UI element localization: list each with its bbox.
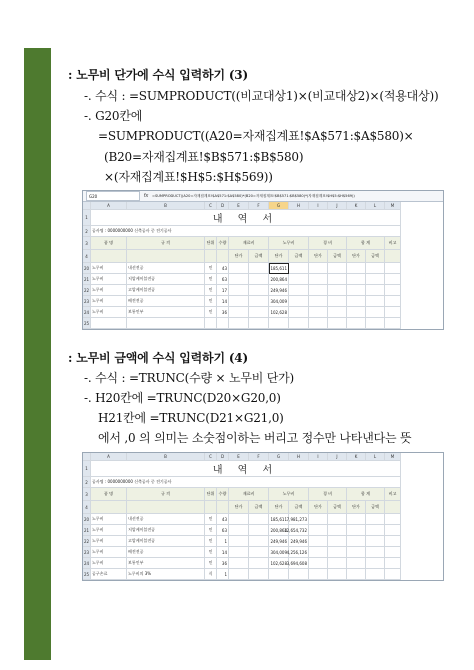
select-all-corner[interactable]	[83, 202, 91, 210]
labor-price-cell[interactable]: 249,946	[269, 536, 289, 547]
material-price-cell[interactable]	[229, 514, 249, 525]
material-amount-cell[interactable]	[249, 547, 269, 558]
labor-price-cell[interactable]: 304,009	[269, 296, 289, 307]
material-price-cell[interactable]	[229, 263, 249, 274]
spec-cell[interactable]: 내선전공	[127, 263, 205, 274]
row-header[interactable]: 21	[83, 525, 91, 536]
column-header-j[interactable]: J	[328, 453, 347, 461]
quantity-cell[interactable]: 1	[217, 569, 229, 580]
quantity-cell[interactable]: 17	[217, 285, 229, 296]
labor-amount-cell[interactable]: 4,256,126	[289, 547, 309, 558]
item-name-cell[interactable]: 노무비	[91, 525, 127, 536]
sheet-cell[interactable]	[309, 274, 328, 285]
row-header[interactable]: 3	[83, 488, 91, 501]
header-item-name: 품 명	[91, 488, 127, 501]
spec-cell[interactable]: 보통인부	[127, 558, 205, 569]
item-name-cell[interactable]	[91, 318, 127, 329]
header-total: 합 계	[347, 237, 385, 250]
header-amount: 금액	[249, 501, 269, 514]
header-expenses: 경 비	[309, 488, 347, 501]
row-header[interactable]: 24	[83, 558, 91, 569]
header-unit-price: 단가	[309, 250, 328, 263]
material-amount-cell[interactable]	[249, 296, 269, 307]
header-cell	[205, 501, 217, 514]
sheet-cell[interactable]	[347, 274, 366, 285]
quantity-cell[interactable]: 63	[217, 525, 229, 536]
material-amount-cell[interactable]	[249, 536, 269, 547]
labor-amount-cell[interactable]	[289, 296, 309, 307]
item-name-cell[interactable]: 노무비	[91, 285, 127, 296]
column-header-a[interactable]: A	[91, 453, 127, 461]
sheet-cell[interactable]	[309, 514, 328, 525]
column-header-i[interactable]: I	[309, 453, 328, 461]
header-material-cost: 재료비	[229, 488, 269, 501]
material-price-cell[interactable]	[229, 536, 249, 547]
row-header[interactable]: 20	[83, 514, 91, 525]
section2-h21-line: H21칸에 =TRUNC(D21×G21,0)	[98, 411, 284, 425]
project-name-cell[interactable]: 공사명 : 0000000000 신축공사 중 전기공사	[91, 226, 401, 237]
sheet-cell[interactable]	[328, 285, 347, 296]
section1-heading: : 노무비 단가에 수식 입력하기 (3)	[68, 68, 248, 82]
sheet-cell[interactable]	[385, 307, 401, 318]
header-unit-price: 단가	[347, 501, 366, 514]
header-cell	[127, 501, 205, 514]
sheet-cell[interactable]	[309, 536, 328, 547]
quantity-cell[interactable]: 14	[217, 296, 229, 307]
row-header[interactable]: 25	[83, 569, 91, 580]
material-amount-cell[interactable]	[249, 525, 269, 536]
header-cell	[217, 501, 229, 514]
spec-cell[interactable]: 노무비의 3%	[127, 569, 205, 580]
sheet-cell[interactable]	[347, 558, 366, 569]
sheet-cell[interactable]	[328, 514, 347, 525]
column-header-e[interactable]: E	[229, 453, 249, 461]
material-price-cell[interactable]	[229, 558, 249, 569]
sheet-cell[interactable]	[347, 307, 366, 318]
row-header[interactable]: 25	[83, 318, 91, 329]
unit-cell[interactable]: 인	[205, 263, 217, 274]
sheet-cell[interactable]	[309, 296, 328, 307]
material-amount-cell[interactable]	[249, 285, 269, 296]
header-quantity: 수량	[217, 237, 229, 250]
header-amount: 금액	[249, 250, 269, 263]
quantity-cell[interactable]: 36	[217, 558, 229, 569]
sheet-cell[interactable]	[366, 263, 385, 274]
header-cell	[91, 250, 127, 263]
spreadsheet-screenshot-2	[82, 452, 444, 581]
sheet-cell[interactable]	[309, 307, 328, 318]
project-name-cell[interactable]: 공사명 : 0000000000 신축공사 중 전기공사	[91, 477, 401, 488]
labor-amount-cell[interactable]	[289, 307, 309, 318]
spec-cell[interactable]: 배전전공	[127, 296, 205, 307]
material-amount-cell[interactable]	[249, 558, 269, 569]
sheet-cell[interactable]	[366, 525, 385, 536]
header-cell	[385, 250, 401, 263]
header-unit-price: 단가	[229, 501, 249, 514]
item-name-cell[interactable]: 노무비	[91, 514, 127, 525]
sheet-cell[interactable]	[347, 296, 366, 307]
material-price-cell[interactable]	[229, 285, 249, 296]
unit-cell[interactable]: 인	[205, 274, 217, 285]
sheet-cell[interactable]	[328, 558, 347, 569]
header-cell	[127, 250, 205, 263]
item-name-cell[interactable]: 노무비	[91, 263, 127, 274]
column-header-i[interactable]: I	[309, 202, 328, 210]
sheet-cell[interactable]	[309, 569, 328, 580]
sheet-cell[interactable]	[328, 296, 347, 307]
section2-heading: : 노무비 금액에 수식 입력하기 (4)	[68, 351, 248, 365]
row-header[interactable]: 24	[83, 307, 91, 318]
section1-formula-part3: ×(자재집계표!$H$5:$H$569))	[104, 170, 273, 184]
material-amount-cell[interactable]	[249, 307, 269, 318]
labor-amount-cell[interactable]	[289, 274, 309, 285]
material-amount-cell[interactable]	[249, 318, 269, 329]
select-all-corner[interactable]	[83, 453, 91, 461]
row-header[interactable]: 1	[83, 210, 91, 226]
sheet-cell[interactable]	[385, 569, 401, 580]
header-unit: 단위	[205, 237, 217, 250]
sheet-cell[interactable]	[366, 274, 385, 285]
labor-price-cell[interactable]: 185,611	[269, 263, 289, 274]
sheet-cell[interactable]	[328, 318, 347, 329]
section1-formula-line: -. 수식 : =SUMPRODUCT((비교대상1)×(비교대상2)×(적용대상))	[84, 89, 439, 103]
formula-bar	[83, 191, 443, 202]
column-header-l[interactable]: L	[366, 202, 385, 210]
spec-cell[interactable]: 배전전공	[127, 547, 205, 558]
quantity-cell[interactable]: 1	[217, 536, 229, 547]
material-price-cell[interactable]	[229, 547, 249, 558]
sheet-cell[interactable]	[385, 536, 401, 547]
section1-formula-part2: (B20=자재집계표!$B$571:$B$580)	[104, 150, 304, 164]
row-header[interactable]: 22	[83, 536, 91, 547]
spec-cell[interactable]: 내선전공	[127, 514, 205, 525]
formula-text[interactable]: =SUMPRODUCT((A20=자재집계표!$A$571:$A$580)*(B20=자재집계표!$B$571:$B$580)*(자재집계표!$H$5:$H$569))	[152, 193, 355, 198]
section2-explanation-line: 에서 ,0 의 의미는 소숫점이하는 버리고 정수만 나타낸다는 뜻	[98, 431, 412, 445]
column-header-c[interactable]: C	[205, 202, 217, 210]
row-header[interactable]: 4	[83, 501, 91, 514]
header-spec: 규 격	[127, 237, 205, 250]
sheet-cell[interactable]	[385, 547, 401, 558]
spec-cell[interactable]: 보통인부	[127, 307, 205, 318]
column-header-h[interactable]: H	[289, 453, 309, 461]
unit-cell[interactable]: 인	[205, 547, 217, 558]
section2-formula-line: -. 수식 : =TRUNC(수량 × 노무비 단가)	[84, 371, 295, 385]
item-name-cell[interactable]: 노무비	[91, 296, 127, 307]
sheet-cell[interactable]	[309, 263, 328, 274]
column-header-g[interactable]: G	[269, 453, 289, 461]
header-amount: 금액	[289, 501, 309, 514]
unit-cell[interactable]: 식	[205, 569, 217, 580]
column-header-d[interactable]: D	[217, 453, 229, 461]
sheet-cell[interactable]	[347, 525, 366, 536]
sheet-cell[interactable]	[309, 285, 328, 296]
sheet-cell[interactable]	[328, 569, 347, 580]
fx-icon: fx	[143, 193, 149, 199]
column-header-b[interactable]: B	[127, 453, 205, 461]
labor-amount-cell[interactable]	[289, 263, 309, 274]
header-spec: 규 격	[127, 488, 205, 501]
sheet-cell[interactable]	[309, 547, 328, 558]
labor-amount-cell[interactable]	[289, 318, 309, 329]
sheet-cell[interactable]	[309, 525, 328, 536]
row-header[interactable]: 20	[83, 263, 91, 274]
unit-cell[interactable]: 인	[205, 558, 217, 569]
header-note: 비고	[385, 237, 401, 250]
sheet-cell[interactable]	[366, 547, 385, 558]
header-unit-price: 단가	[269, 250, 289, 263]
sheet-cell[interactable]	[366, 285, 385, 296]
sheet-cell[interactable]	[347, 514, 366, 525]
row-header[interactable]: 22	[83, 285, 91, 296]
labor-price-cell[interactable]: 200,864	[269, 274, 289, 285]
labor-price-cell[interactable]: 185,611	[269, 514, 289, 525]
column-header-g[interactable]: G	[269, 202, 289, 210]
sheet-cell[interactable]	[366, 558, 385, 569]
sheet-cell[interactable]	[385, 285, 401, 296]
sheet-cell[interactable]	[366, 318, 385, 329]
item-name-cell[interactable]: 노무비	[91, 274, 127, 285]
spec-cell[interactable]: 저압케이블전공	[127, 274, 205, 285]
quantity-cell[interactable]	[217, 318, 229, 329]
section1-formula-part1: =SUMPRODUCT((A20=자재집계표!$A$571:$A$580)×	[98, 129, 414, 143]
spreadsheet-screenshot-1	[82, 190, 444, 330]
section1-cell-line: -. G20칸에	[84, 109, 143, 123]
sheet-grid	[83, 453, 443, 580]
header-cell	[385, 501, 401, 514]
sheet-cell[interactable]	[328, 263, 347, 274]
sheet-cell[interactable]	[347, 569, 366, 580]
header-amount: 금액	[328, 501, 347, 514]
column-header-f[interactable]: F	[249, 202, 269, 210]
unit-cell[interactable]: 인	[205, 536, 217, 547]
labor-amount-cell[interactable]: 249,946	[289, 536, 309, 547]
spec-cell[interactable]	[127, 318, 205, 329]
sheet-cell[interactable]	[366, 536, 385, 547]
item-name-cell[interactable]: 노무비	[91, 536, 127, 547]
spec-cell[interactable]: 저압케이블전공	[127, 525, 205, 536]
sheet-cell[interactable]	[328, 536, 347, 547]
header-quantity: 수량	[217, 488, 229, 501]
row-header[interactable]: 23	[83, 547, 91, 558]
row-header[interactable]: 4	[83, 250, 91, 263]
column-header-f[interactable]: F	[249, 453, 269, 461]
labor-amount-cell[interactable]: 7,981,273	[289, 514, 309, 525]
column-header-m[interactable]: M	[385, 453, 401, 461]
sheet-cell[interactable]	[328, 274, 347, 285]
header-amount: 금액	[366, 501, 385, 514]
column-header-m[interactable]: M	[385, 202, 401, 210]
sheet-cell[interactable]	[328, 307, 347, 318]
sheet-title: 내 역 서	[91, 461, 401, 477]
material-price-cell[interactable]	[229, 525, 249, 536]
column-header-d[interactable]: D	[217, 202, 229, 210]
column-header-h[interactable]: H	[289, 202, 309, 210]
labor-amount-cell[interactable]: 12,654,732	[289, 525, 309, 536]
column-header-e[interactable]: E	[229, 202, 249, 210]
sheet-grid	[83, 202, 443, 329]
sheet-cell[interactable]	[347, 547, 366, 558]
sheet-title: 내 역 서	[91, 210, 401, 226]
header-amount: 금액	[366, 250, 385, 263]
material-amount-cell[interactable]	[249, 569, 269, 580]
material-price-cell[interactable]	[229, 274, 249, 285]
row-header[interactable]: 1	[83, 461, 91, 477]
name-box[interactable]: G20	[86, 191, 140, 201]
sheet-cell[interactable]	[366, 514, 385, 525]
header-unit-price: 단가	[309, 501, 328, 514]
sheet-cell[interactable]	[309, 318, 328, 329]
material-price-cell[interactable]	[229, 307, 249, 318]
material-price-cell[interactable]	[229, 569, 249, 580]
labor-amount-cell[interactable]	[289, 285, 309, 296]
unit-cell[interactable]: 인	[205, 514, 217, 525]
sheet-cell[interactable]	[385, 274, 401, 285]
quantity-cell[interactable]: 36	[217, 307, 229, 318]
column-header-b[interactable]: B	[127, 202, 205, 210]
sheet-cell[interactable]	[328, 525, 347, 536]
unit-cell[interactable]: 인	[205, 296, 217, 307]
item-name-cell[interactable]: 공구손료	[91, 569, 127, 580]
row-header[interactable]: 3	[83, 237, 91, 250]
quantity-cell[interactable]: 14	[217, 547, 229, 558]
item-name-cell[interactable]: 노무비	[91, 558, 127, 569]
header-expenses: 경 비	[309, 237, 347, 250]
column-header-k[interactable]: K	[347, 453, 366, 461]
sheet-cell[interactable]	[347, 536, 366, 547]
sheet-cell[interactable]	[347, 285, 366, 296]
row-header[interactable]: 21	[83, 274, 91, 285]
unit-cell[interactable]: 인	[205, 285, 217, 296]
sheet-cell[interactable]	[347, 263, 366, 274]
material-amount-cell[interactable]	[249, 274, 269, 285]
row-header[interactable]: 23	[83, 296, 91, 307]
sheet-cell[interactable]	[385, 514, 401, 525]
labor-price-cell[interactable]: 249,946	[269, 285, 289, 296]
sheet-cell[interactable]	[385, 296, 401, 307]
item-name-cell[interactable]: 노무비	[91, 547, 127, 558]
header-unit-price: 단가	[269, 501, 289, 514]
unit-cell[interactable]: 인	[205, 525, 217, 536]
material-amount-cell[interactable]	[249, 514, 269, 525]
sheet-cell[interactable]	[366, 569, 385, 580]
green-margin-bar	[24, 48, 51, 660]
header-labor-cost: 노무비	[269, 237, 309, 250]
unit-cell[interactable]: 인	[205, 307, 217, 318]
header-amount: 금액	[328, 250, 347, 263]
sheet-cell[interactable]	[366, 307, 385, 318]
item-name-cell[interactable]: 노무비	[91, 307, 127, 318]
material-amount-cell[interactable]	[249, 263, 269, 274]
column-header-c[interactable]: C	[205, 453, 217, 461]
sheet-cell[interactable]	[385, 558, 401, 569]
labor-amount-cell[interactable]	[289, 569, 309, 580]
header-unit-price: 단가	[229, 250, 249, 263]
header-unit-price: 단가	[347, 250, 366, 263]
section2-h20-line: -. H20칸에 =TRUNC(D20×G20,0)	[84, 391, 281, 405]
spec-cell[interactable]: 고압케이블전공	[127, 536, 205, 547]
labor-price-cell[interactable]	[269, 569, 289, 580]
column-header-j[interactable]: J	[328, 202, 347, 210]
labor-price-cell[interactable]	[269, 318, 289, 329]
column-header-k[interactable]: K	[347, 202, 366, 210]
sheet-cell[interactable]	[385, 318, 401, 329]
column-header-l[interactable]: L	[366, 453, 385, 461]
header-note: 비고	[385, 488, 401, 501]
row-header[interactable]: 2	[83, 477, 91, 488]
unit-cell[interactable]	[205, 318, 217, 329]
quantity-cell[interactable]: 43	[217, 514, 229, 525]
quantity-cell[interactable]: 63	[217, 274, 229, 285]
material-price-cell[interactable]	[229, 318, 249, 329]
header-unit: 단위	[205, 488, 217, 501]
material-price-cell[interactable]	[229, 296, 249, 307]
sheet-cell[interactable]	[385, 525, 401, 536]
header-amount: 금액	[289, 250, 309, 263]
sheet-cell[interactable]	[347, 318, 366, 329]
header-item-name: 품 명	[91, 237, 127, 250]
column-header-a[interactable]: A	[91, 202, 127, 210]
labor-price-cell[interactable]: 102,628	[269, 307, 289, 318]
labor-price-cell[interactable]: 200,864	[269, 525, 289, 536]
header-cell	[217, 250, 229, 263]
row-header[interactable]: 2	[83, 226, 91, 237]
header-total: 합 계	[347, 488, 385, 501]
header-material-cost: 재료비	[229, 237, 269, 250]
sheet-cell[interactable]	[328, 547, 347, 558]
spec-cell[interactable]: 고압케이블전공	[127, 285, 205, 296]
header-cell	[91, 501, 127, 514]
labor-amount-cell[interactable]: 3,694,608	[289, 558, 309, 569]
sheet-cell[interactable]	[366, 296, 385, 307]
header-labor-cost: 노무비	[269, 488, 309, 501]
quantity-cell[interactable]: 43	[217, 263, 229, 274]
header-cell	[205, 250, 217, 263]
labor-price-cell[interactable]: 304,009	[269, 547, 289, 558]
sheet-cell[interactable]	[309, 558, 328, 569]
labor-price-cell[interactable]: 102,628	[269, 558, 289, 569]
sheet-cell[interactable]	[385, 263, 401, 274]
